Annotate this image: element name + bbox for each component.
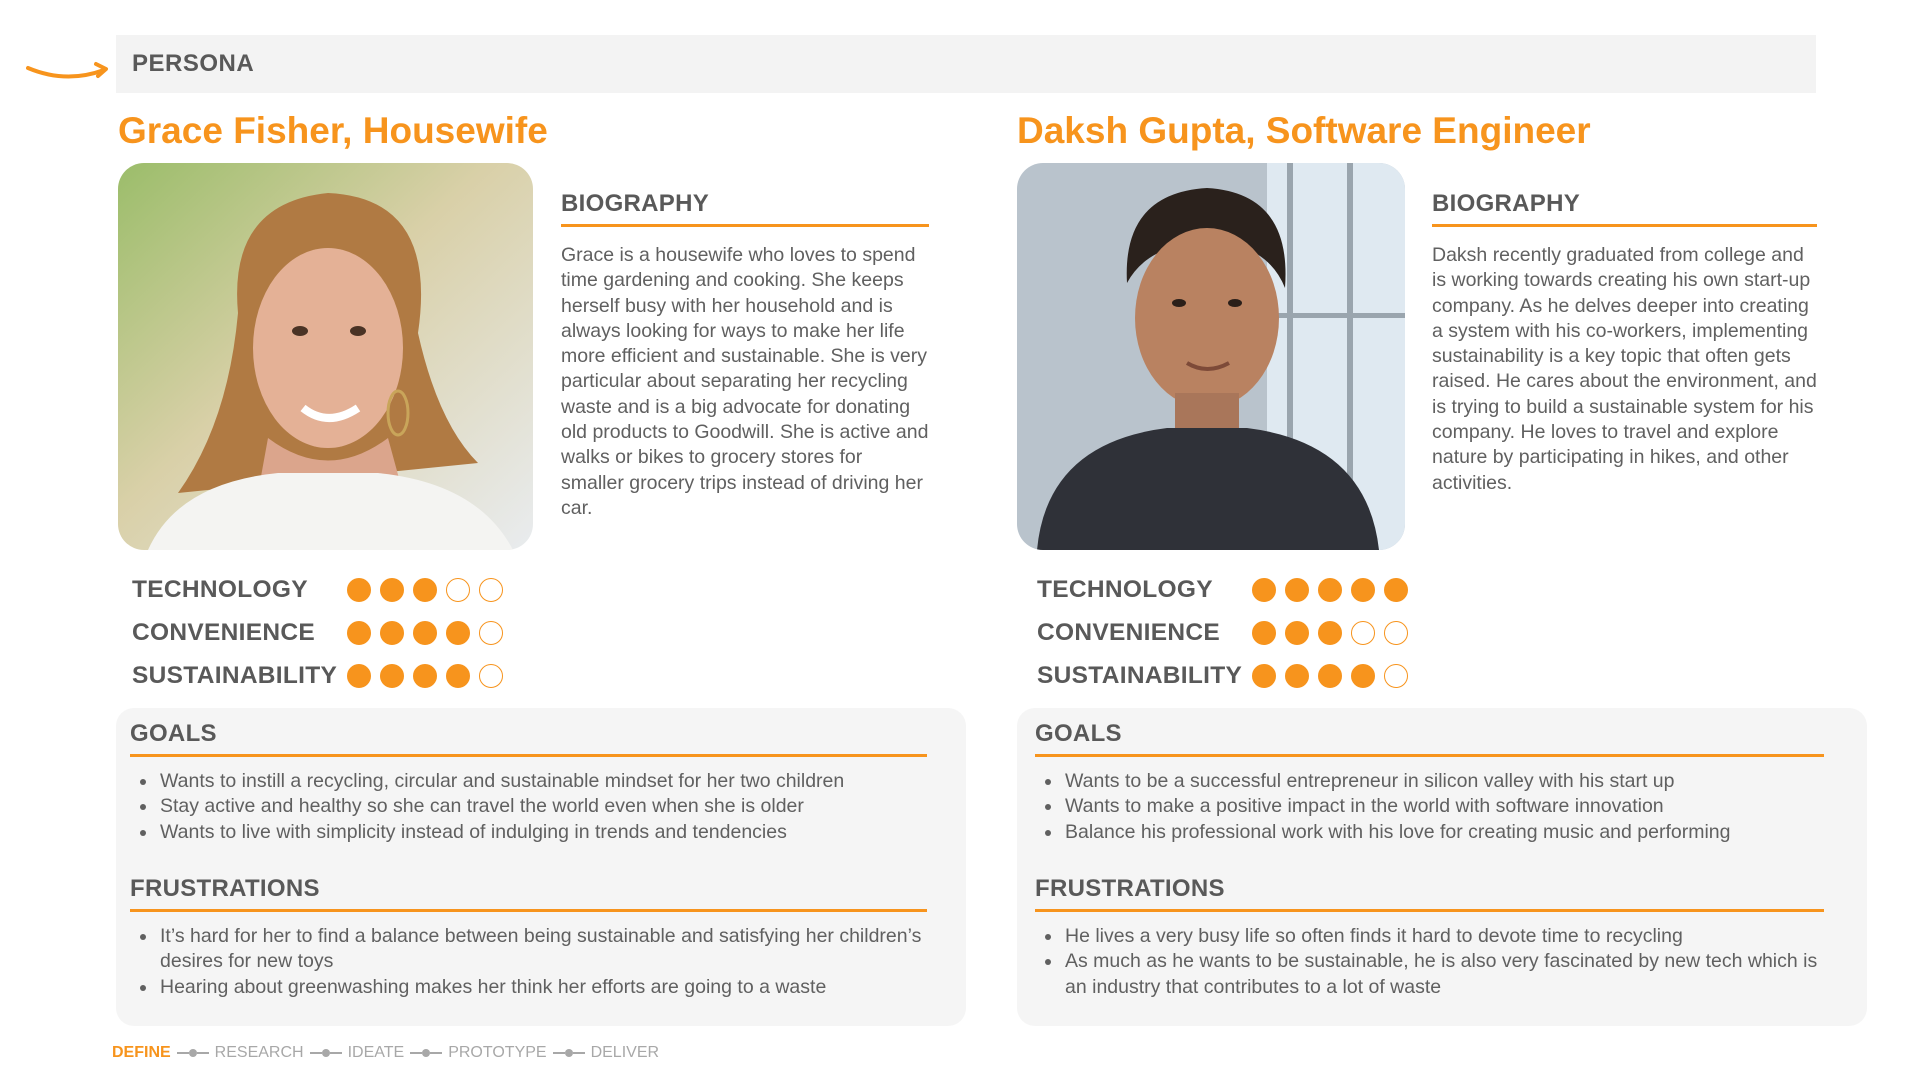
rating-dot-filled <box>413 664 437 688</box>
list-item: Balance his professional work with his love for creating music and performing <box>1035 820 1824 845</box>
rating-dot-filled <box>1351 664 1375 688</box>
biography-text: Daksh recently graduated from college and is working towards creating his own start-up company. As he delves deeper into creating a system with his co-workers, implementing sustainability is a key topic that often gets raised. He cares about the environment, and is trying to build a sustainable system for his company. He loves to travel and explore nature by participating in hikes, and other activities. <box>1432 244 1817 494</box>
rating-dot-filled <box>380 621 404 645</box>
step-define[interactable]: DEFINE <box>112 1044 171 1061</box>
goals-frustrations-card <box>116 708 966 1026</box>
rating-dot-filled <box>413 578 437 602</box>
rating-dot-filled <box>347 664 371 688</box>
persona-name: Grace Fisher, Housewife <box>118 110 548 151</box>
list-item: Wants to instill a recycling, circular and sustainable mindset for her two children <box>130 769 927 794</box>
step-research[interactable]: RESEARCH <box>214 1044 304 1061</box>
biography-text: Grace is a housewife who loves to spend time gardening and cooking. She keeps herself busy with her household and is always looking for ways to make her life more efficient and sustainable. She is very particular about separating her recycling waste and is a big advocate for donating old products to Goodwill. She is active and walks or bikes to grocery stores for smaller grocery trips instead of driving her car. <box>561 244 929 519</box>
process-steps <box>112 1044 659 1062</box>
rating-dot-filled <box>446 664 470 688</box>
rating-dots <box>347 621 512 645</box>
rating-row <box>132 654 512 697</box>
header-bar <box>116 35 1816 93</box>
rating-label: SUSTAINABILITY <box>1037 661 1243 689</box>
rating-row <box>132 611 512 654</box>
frustrations-section <box>1035 875 1824 1000</box>
rating-dot-filled <box>1318 621 1342 645</box>
rating-dot-filled <box>1318 578 1342 602</box>
step-connector <box>310 1049 342 1057</box>
rating-dot-filled <box>1252 621 1276 645</box>
step-connector <box>553 1049 585 1057</box>
goals-heading: GOALS <box>130 720 927 757</box>
step-connector <box>410 1049 442 1057</box>
rating-label: CONVENIENCE <box>132 618 315 646</box>
woman-portrait-photo <box>118 163 533 550</box>
rating-dot-empty <box>1351 621 1375 645</box>
list-item: Wants to be a successful entrepreneur in silicon valley with his start up <box>1035 769 1824 794</box>
rating-dots <box>347 664 512 688</box>
rating-dot-filled <box>413 621 437 645</box>
rating-row <box>1037 611 1417 654</box>
rating-label: TECHNOLOGY <box>132 575 308 603</box>
rating-dot-filled <box>1351 578 1375 602</box>
frustrations-list <box>130 924 927 1000</box>
step-prototype[interactable]: PROTOTYPE <box>448 1044 547 1061</box>
goals-heading: GOALS <box>1035 720 1824 757</box>
rating-row <box>1037 654 1417 697</box>
frustrations-heading: FRUSTRATIONS <box>130 875 927 912</box>
rating-row <box>1037 568 1417 611</box>
rating-dot-filled <box>347 621 371 645</box>
rating-dot-filled <box>380 578 404 602</box>
rating-label: CONVENIENCE <box>1037 618 1220 646</box>
list-item: Wants to make a positive impact in the world with software innovation <box>1035 794 1824 819</box>
list-item: Hearing about greenwashing makes her think her efforts are going to a waste <box>130 975 927 1000</box>
list-item: It’s hard for her to find a balance between being sustainable and satisfying her children’s desires for new toys <box>130 924 927 975</box>
rating-dot-empty <box>1384 664 1408 688</box>
rating-dots <box>1252 664 1417 688</box>
biography-heading: BIOGRAPHY <box>561 190 929 227</box>
persona-name: Daksh Gupta, Software Engineer <box>1017 110 1591 151</box>
ratings <box>1037 568 1417 697</box>
step-ideate[interactable]: IDEATE <box>347 1044 405 1061</box>
rating-dots <box>1252 621 1417 645</box>
goals-list <box>1035 769 1824 845</box>
rating-dot-filled <box>347 578 371 602</box>
goals-frustrations-card <box>1017 708 1867 1026</box>
rating-dot-empty <box>1384 621 1408 645</box>
frustrations-heading: FRUSTRATIONS <box>1035 875 1824 912</box>
man-portrait-photo <box>1017 163 1405 550</box>
list-item: Wants to live with simplicity instead of indulging in trends and tendencies <box>130 820 927 845</box>
rating-dot-filled <box>1252 578 1276 602</box>
rating-dot-filled <box>446 621 470 645</box>
rating-dots <box>1252 578 1417 602</box>
frustrations-list <box>1035 924 1824 1000</box>
frustrations-section <box>130 875 927 1000</box>
rating-dot-empty <box>446 578 470 602</box>
page-title: PERSONA <box>132 50 255 77</box>
rating-label: TECHNOLOGY <box>1037 575 1213 603</box>
rating-label: SUSTAINABILITY <box>132 661 338 689</box>
rating-dot-empty <box>479 621 503 645</box>
list-item: He lives a very busy life so often finds it hard to devote time to recycling <box>1035 924 1824 949</box>
list-item: Stay active and healthy so she can travel the world even when she is older <box>130 794 927 819</box>
rating-dot-filled <box>380 664 404 688</box>
rating-dot-filled <box>1285 621 1309 645</box>
biography-section <box>561 190 929 521</box>
rating-dot-filled <box>1318 664 1342 688</box>
biography-section <box>1432 190 1817 496</box>
rating-dot-filled <box>1384 578 1408 602</box>
rating-dot-filled <box>1285 578 1309 602</box>
goals-list <box>130 769 927 845</box>
goals-section <box>130 720 927 845</box>
rating-dots <box>347 578 512 602</box>
rating-dot-filled <box>1252 664 1276 688</box>
rating-dot-filled <box>1285 664 1309 688</box>
rating-dot-empty <box>479 578 503 602</box>
list-item: As much as he wants to be sustainable, he is also very fascinated by new tech which is an industry that contributes to a lot of waste <box>1035 949 1824 1000</box>
ratings <box>132 568 512 697</box>
smile-arrow-icon <box>26 58 112 84</box>
step-deliver[interactable]: DELIVER <box>590 1044 660 1061</box>
rating-row <box>132 568 512 611</box>
biography-heading: BIOGRAPHY <box>1432 190 1817 227</box>
step-connector <box>177 1049 209 1057</box>
rating-dot-empty <box>479 664 503 688</box>
goals-section <box>1035 720 1824 845</box>
